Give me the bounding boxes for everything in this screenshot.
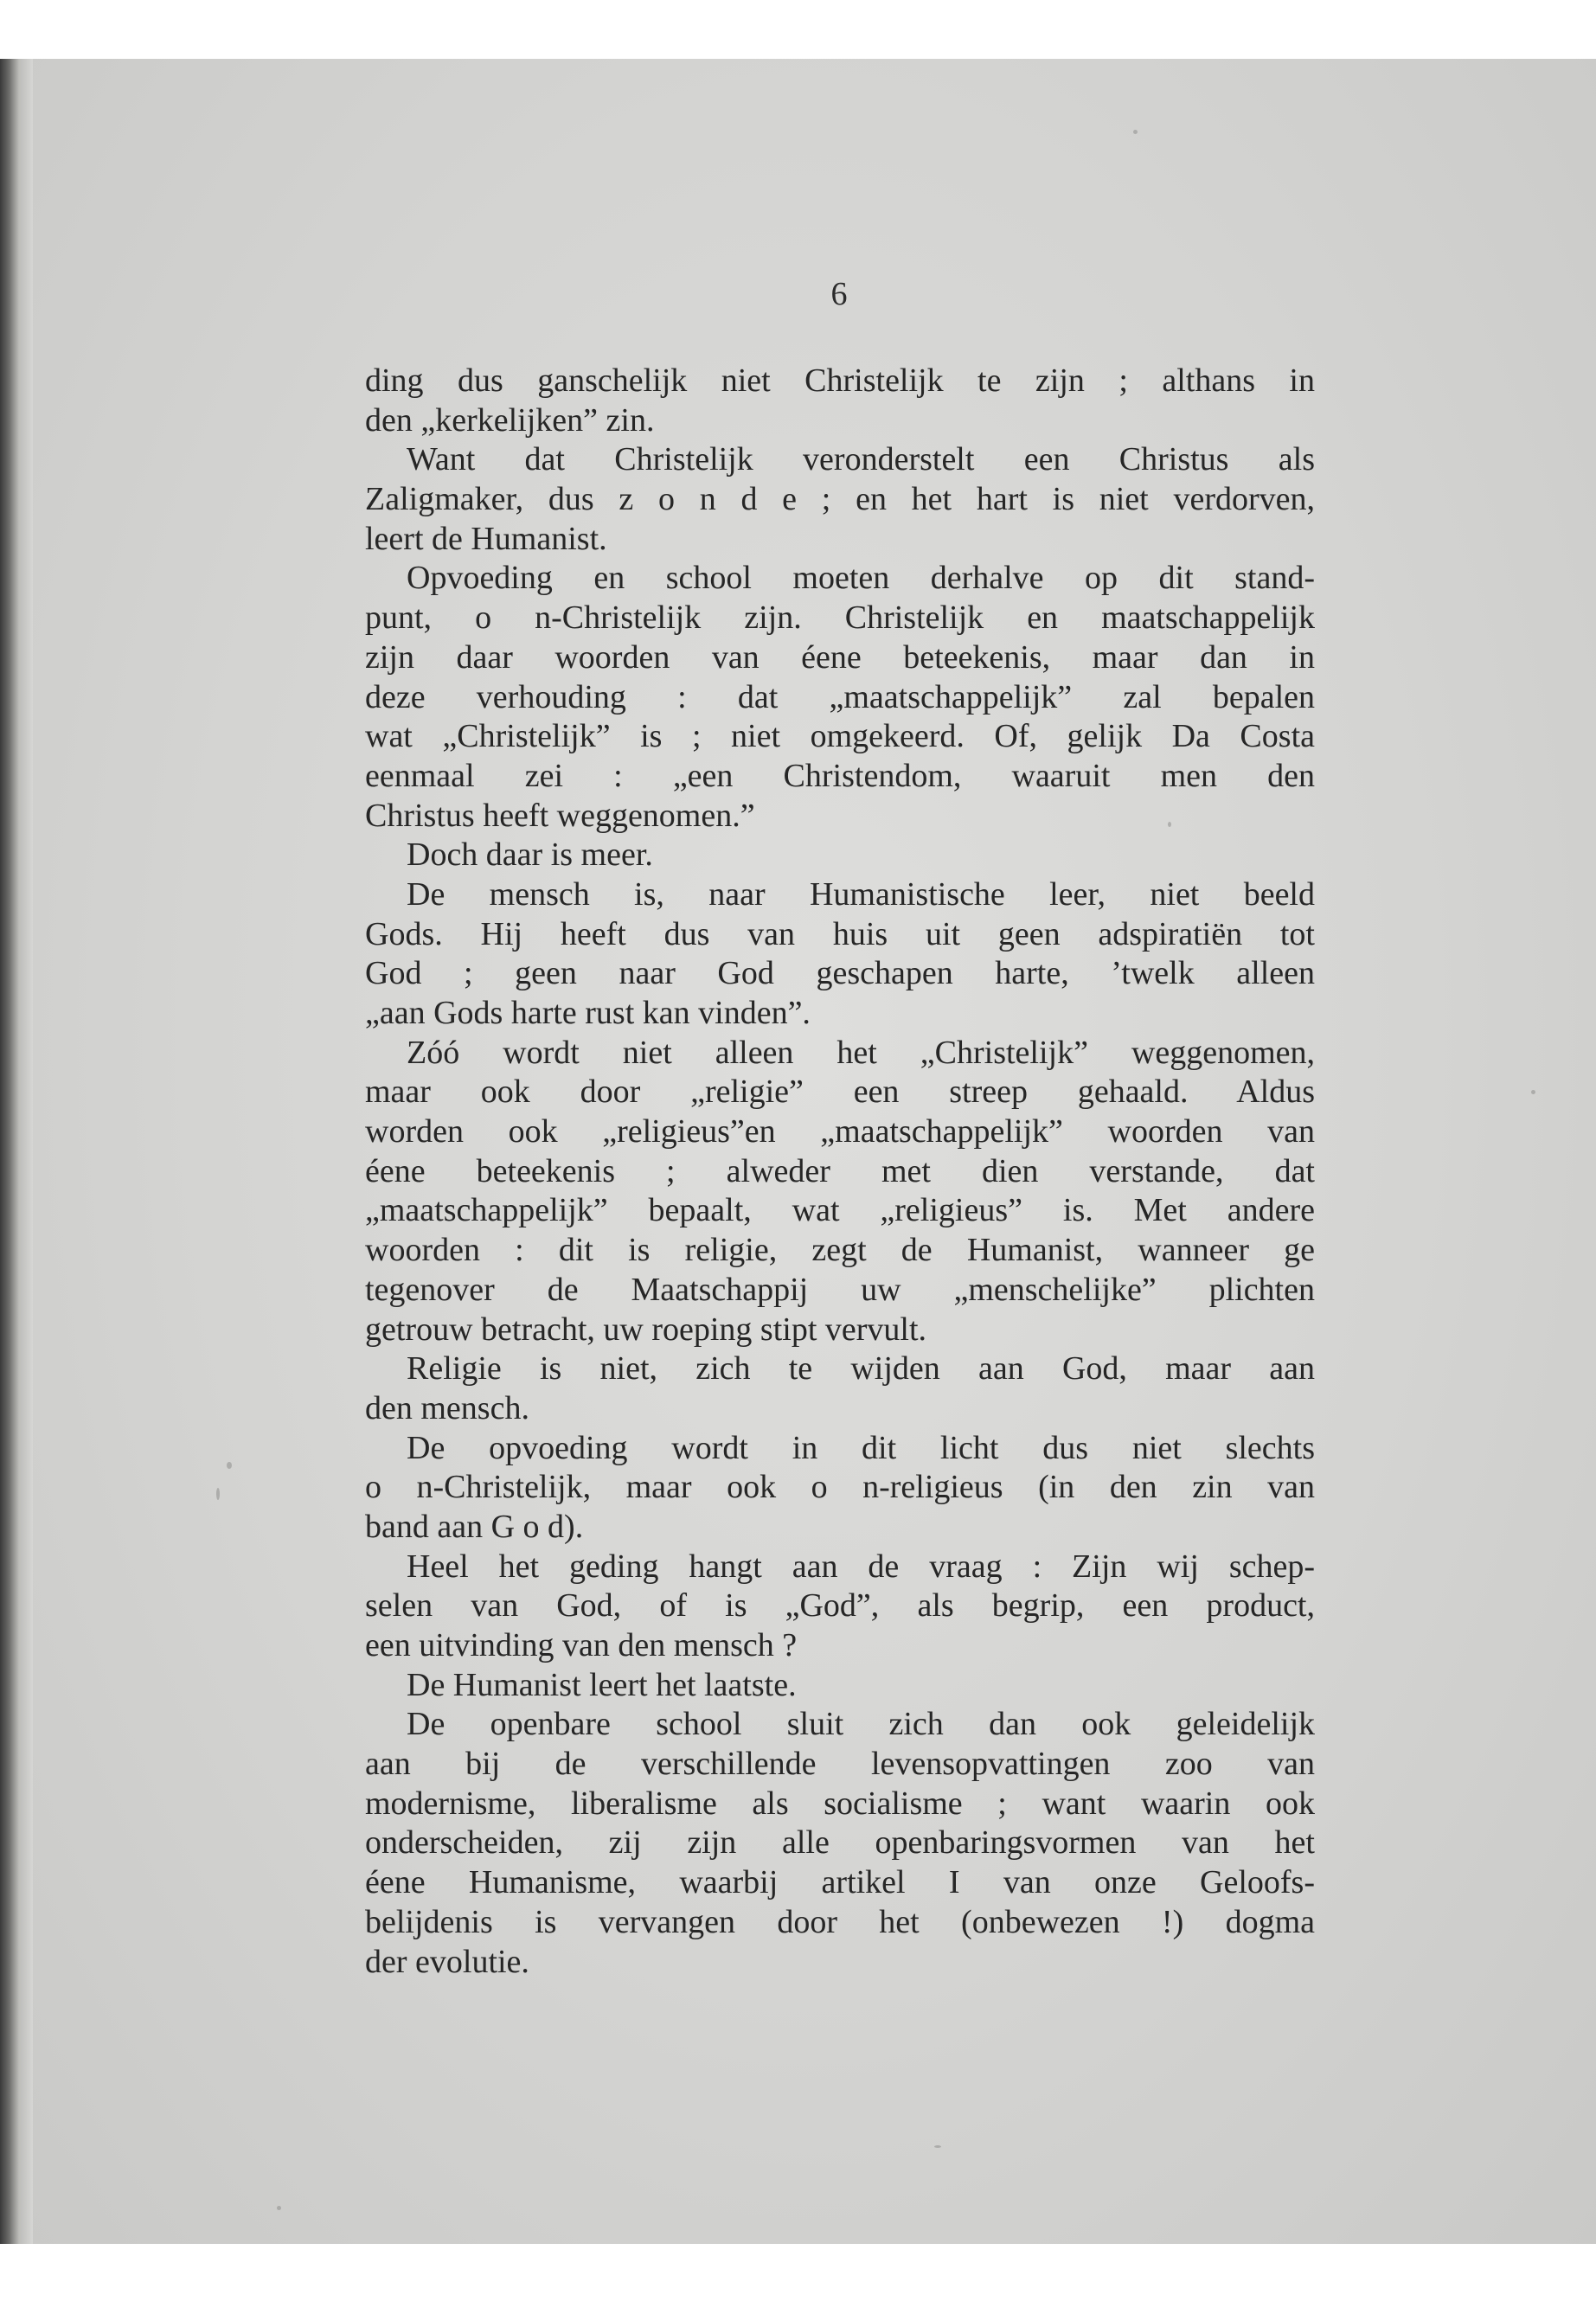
text-line: Gods. Hij heeft dus van huis uit geen adspiratiën tot (365, 915, 1315, 952)
text-line: De openbare school sluit zich dan ook geleidelijk (407, 1706, 1315, 1743)
text-line: „maatschappelijk” bepaalt, wat „religieus” is. Met andere (365, 1192, 1315, 1229)
text-line: o n-Christelijk, maar ook o n-religieus (in den zin van (365, 1469, 1315, 1506)
paper-speck (227, 1462, 232, 1469)
paper-speck (1133, 130, 1138, 134)
text-line: selen van God, of is „God”, als begrip, een product, (365, 1587, 1315, 1625)
text-line: éene Humanisme, waarbij artikel I van onze Geloofs- (365, 1864, 1315, 1901)
text-line: punt, o n-Christelijk zijn. Christelijk en maatschappelijk (365, 599, 1315, 637)
text-line: wat „Christelijk” is ; niet omgekeerd. Of, gelijk Da Costa (365, 718, 1315, 755)
body-text (365, 362, 1315, 1982)
text-line: God ; geen naar God geschapen harte, ’twelk alleen (365, 955, 1315, 992)
text-line: worden ook „religieus”en „maatschappelijk” woorden van (365, 1113, 1315, 1150)
text-line: aan bij de verschillende levensopvattingen zoo van (365, 1746, 1315, 1783)
text-line: Heel het geding hangt aan de vraag : Zijn wij schep- (407, 1548, 1315, 1585)
text-line: den „kerkelijken” zin. (365, 401, 655, 439)
text-line: éene beteekenis ; alweder met dien verstande, dat (365, 1152, 1315, 1189)
text-line: Christus heeft weggenomen.” (365, 797, 755, 834)
text-line: Want dat Christelijk veronderstelt een Christus als (407, 441, 1315, 478)
text-line: Zóó wordt niet alleen het „Christelijk” weggenomen, (407, 1034, 1315, 1071)
text-line: woorden : dit is religie, zegt de Humanist, wanneer ge (365, 1232, 1315, 1269)
text-line: een uitvinding van den mensch ? (365, 1627, 798, 1663)
text-line: getrouw betracht, uw roeping stipt vervult. (365, 1311, 927, 1348)
text-line: Doch daar is meer. (407, 836, 653, 874)
text-line: De Humanist leert het laatste. (407, 1666, 797, 1703)
text-line: der evolutie. (365, 1943, 529, 1980)
page-binding-edge (0, 59, 33, 2244)
paper-speck (934, 2145, 941, 2148)
paper-speck (277, 2206, 281, 2210)
paper-speck (1531, 1090, 1535, 1094)
text-line: band aan G o d). (365, 1508, 584, 1545)
scan-bottom-margin (0, 2244, 1596, 2301)
text-line: Opvoeding en school moeten derhalve op dit stand- (407, 560, 1315, 597)
paper-speck (216, 1488, 220, 1500)
text-line: tegenover de Maatschappij uw „menschelijke” plichten (365, 1271, 1315, 1308)
text-line: onderscheiden, zij zijn alle openbaringsvormen van het (365, 1824, 1315, 1862)
text-line: „aan Gods harte rust kan vinden”. (365, 995, 811, 1031)
text-line: De opvoeding wordt in dit licht dus niet slechts (407, 1429, 1315, 1466)
text-line: zijn daar woorden van éene beteekenis, maar dan in (365, 638, 1315, 676)
text-line: leert de Humanist. (365, 520, 607, 557)
text-line: ding dus ganschelijk niet Christelijk te zijn ; althans in (365, 362, 1315, 399)
page-number: 6 (830, 276, 848, 312)
text-line: eenmaal zei : „een Christendom, waaruit men den (365, 757, 1315, 794)
text-line: den mensch. (365, 1389, 529, 1426)
text-line: deze verhouding : dat „maatschappelijk” zal bepalen (365, 678, 1315, 715)
text-line: Zaligmaker, dus z o n d e ; en het hart is niet verdorven, (365, 481, 1315, 518)
text-line: Religie is niet, zich te wijden aan God, maar aan (407, 1350, 1315, 1388)
scan-top-margin (0, 0, 1596, 59)
text-line: maar ook door „religie” een streep gehaald. Aldus (365, 1074, 1315, 1111)
text-line: modernisme, liberalisme als socialisme ; want waarin ook (365, 1785, 1315, 1822)
text-line: De mensch is, naar Humanistische leer, niet beeld (407, 875, 1315, 913)
text-line: belijdenis is vervangen door het (onbewezen !) dogma (365, 1903, 1315, 1940)
